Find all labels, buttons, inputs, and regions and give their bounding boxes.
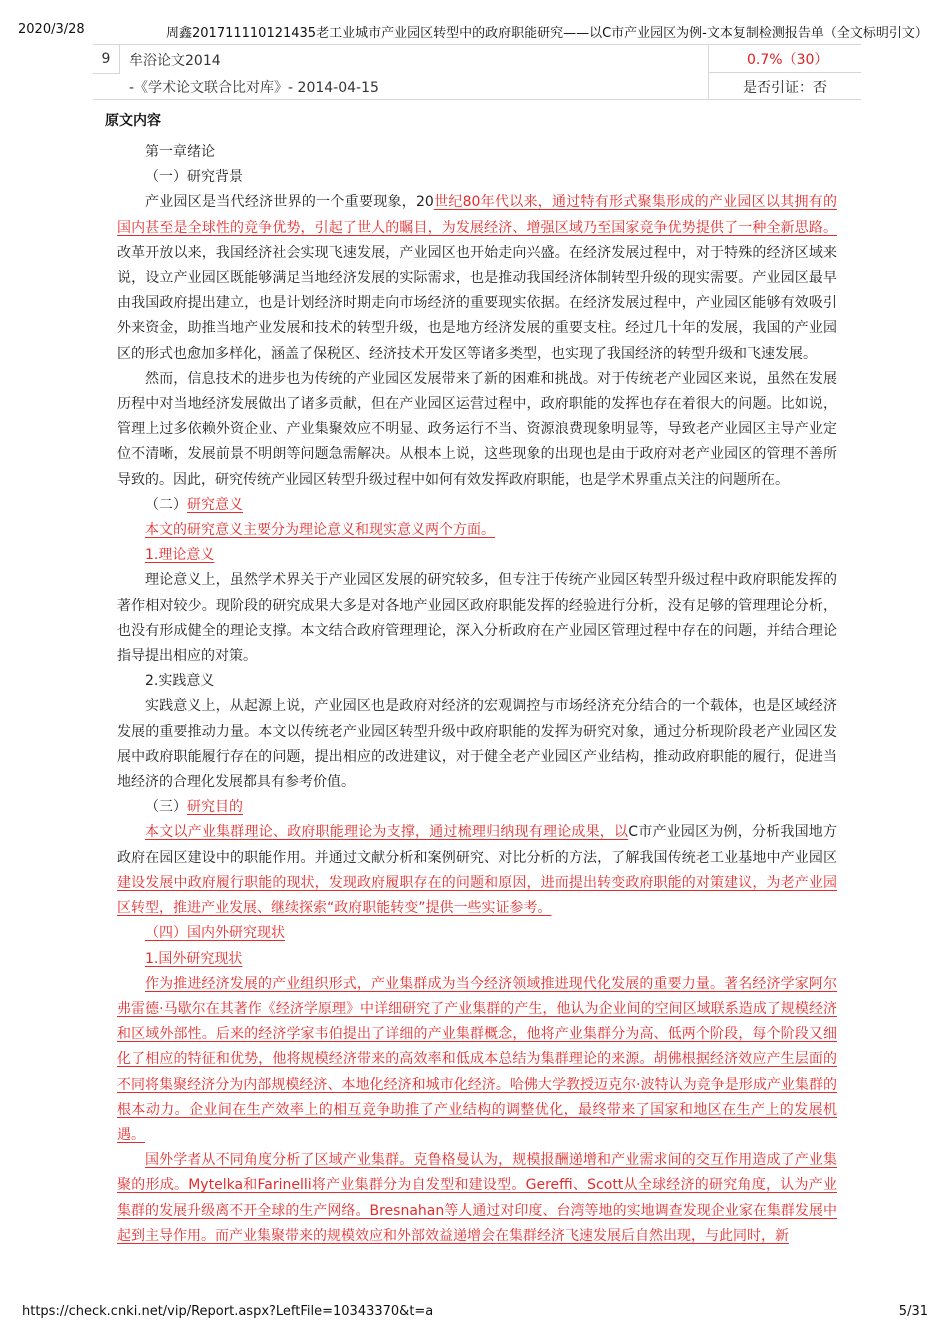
original-text-body (117, 140, 837, 1249)
matched-text: 本文以产业集群理论、政府职能理论为支撑，通过梳理归纳现有理论成果，以 (145, 824, 629, 841)
paragraph (117, 694, 837, 795)
paragraph (117, 367, 837, 493)
text-segment: （二） (145, 496, 187, 513)
paragraph (117, 140, 837, 165)
matched-text: 本文的研究意义主要分为理论意义和现实意义两个方面。 (145, 522, 495, 539)
paragraph (117, 493, 837, 518)
matched-text: 研究目的 (187, 799, 243, 816)
print-date: 2020/3/28 (18, 22, 85, 37)
matched-text: 建设发展中政府履行职能的现状，发现政府履职存在的问题和原因，进而提出转变政府职能的对策建议，为老产业园区转型，推进产业发展、继续探索“政府职能转变”提供一些实证参考。 (117, 874, 837, 917)
page-number: 5/31 (898, 1304, 928, 1319)
paragraph (117, 795, 837, 820)
paragraph (117, 190, 837, 366)
divider (709, 72, 861, 73)
matched-text: 研究意义 (187, 496, 243, 513)
text-segment: 实践意义上，从起源上说，产业园区也是政府对经济的宏观调控与市场经济充分结合的一个载体，也是区域经济发展的重要推动力量。本文以传统老产业园区转型升级中政府职能的发挥为研究对象，通过分析现阶段老产业园区发展中政府职能履行存在的问题，提出相应的改进建议，对于健全老产业园区产业结构，推动政府职能的履行，促进当地经济的合理化发展都具有参考价值。 (117, 698, 837, 791)
report-title: 周鑫201711110121435老工业城市产业园区转型中的政府职能研究——以C市产业园区为例-文本复制检测报告单（全文标明引文） (166, 26, 928, 41)
source-name: 牟浴论文2014 (129, 53, 221, 69)
paragraph (117, 543, 837, 568)
text-segment: （三） (145, 799, 187, 816)
source-index: 9 (93, 45, 120, 74)
source-stats (708, 45, 861, 99)
paragraph (117, 921, 837, 946)
text-segment: 产业园区是当代经济世界的一个重要现象，20 (145, 194, 434, 211)
matched-text: 1.理论意义 (145, 547, 215, 564)
matched-text: 1.国外研究现状 (145, 950, 243, 967)
source-record (93, 44, 861, 100)
text-segment: 改革开放以来，我国经济社会实现飞速发展，产业园区也开始走向兴盛。在经济发展过程中，对于特殊的经济区域来说，设立产业园区既能够满足当地经济发展的实际需求，也是推动我国经济体制转型升级的现实需要。产业园区最早由我国政府提出建立，也是计划经济时期走向市场经济的重要现实依据。在经济发展过程中，产业园区能够有效吸引外来资金，助推当地产业发展和技术的转型升级，也是地方经济发展的重要支柱。经过几十年的发展，我国的产业园区的形式也愈加多样化，涵盖了保税区、经济技术开发区等诸多类型，也实现了我国经济的转型升级和飞速发展。 (117, 244, 837, 362)
paragraph (117, 1148, 837, 1249)
matched-text: （四）国内外研究现状 (145, 925, 285, 942)
paragraph (117, 669, 837, 694)
text-segment: （一）研究背景 (145, 169, 243, 186)
text-segment: 然而，信息技术的进步也为传统的产业园区发展带来了新的困难和挑战。对于传统老产业园区来说，虽然在发展历程中对当地经济发展做出了诸多贡献，但在产业园区运营过程中，政府职能的发挥也存在着很大的问题。比如说，管理上过多依赖外资企业、产业集聚效应不明显、政务运行不当、资源浪费现象明显等，导致老产业园区主导产业定位不清晰，发展前景不明朗等问题急需解决。从根本上说，这些现象的出现也是由于政府对老产业园区的管理不善所导致的。因此，研究传统产业园区转型升级过程中如何有效发挥政府职能，也是学术界重点关注的问题所在。 (117, 370, 837, 488)
text-segment: 2.实践意义 (145, 673, 215, 690)
matched-text: 国外学者从不同角度分析了区域产业集群。克鲁格曼认为，规模报酬递增和产业需求间的交互作用造成了产业集聚的形成。Mytelka和Farinelli将产业集群分为自发型和建设型。Gereffi、Scott从全球经济的研究角度，认为产业集群的发展升级离不开全球的生产网络。Bresnahan等人通过对印度、台湾等地的实地调查发现企业家在集群发展中起到主导作用。而产业集聚带来的规模效应和外部效益递增会在集群经济飞速发展后自然出现，与此同时，新 (117, 1152, 837, 1244)
similarity-percent: 0.7%（30） (747, 52, 829, 68)
paragraph (117, 568, 837, 669)
paragraph (117, 972, 837, 1148)
paragraph (117, 518, 837, 543)
original-content-heading: 原文内容 (105, 113, 161, 129)
paragraph (117, 820, 837, 921)
paragraph (117, 165, 837, 190)
citation-status: 是否引证：否 (743, 80, 827, 96)
source-database: -《学术论文联合比对库》- 2014-04-15 (129, 80, 379, 96)
paragraph (117, 947, 837, 972)
text-segment: 理论意义上，虽然学术界关于产业园区发展的研究较多，但专注于传统产业园区转型升级过程中政府职能发挥的著作相对较少。现阶段的研究成果大多是对各地产业园区政府职能发挥的经验进行分析，没有足够的管理理论分析，也没有形成健全的理论支撑。本文结合政府管理理论，深入分析政府在产业园区管理过程中存在的问题，并结合理论指导提出相应的对策。 (117, 572, 837, 665)
text-segment: 第一章绪论 (145, 144, 215, 160)
text-segment: C市产业园区为例，分析我国地方政府在园区建设中的职能作用。并通过文献分析和案例研究、对比分析的方法，了解我国传统老工业基地中产业园区 (117, 824, 838, 866)
matched-text: 作为推进经济发展的产业组织形式，产业集群成为当今经济领域推进现代化发展的重要力量。著名经济学家阿尔弗雷德·马歇尔在其著作《经济学原理》中详细研究了产业集群的产生，他认为企业间的空间区域联系造成了规模经济和区域外部性。后来的经济学家韦伯提出了详细的产业集群概念，他将产业集群分为高、低两个阶段，每个阶段又细化了相应的特征和优势，他将规模经济带来的高效率和低成本总结为集群理论的来源。胡佛根据经济效应产生层面的不同将集聚经济分为内部规模经济、本地化经济和城市化经济。哈佛大学教授迈克尔·波特认为竞争是形成产业集群的根本动力。企业间在生产效率上的相互竞争助推了产业结构的调整优化，最终带来了国家和地区在生产上的发展机遇。 (117, 975, 837, 1143)
page-url[interactable]: https://check.cnki.net/vip/Report.aspx?LeftFile=10343370&t=a (22, 1304, 434, 1319)
matched-text: 世纪80年代以来，通过特有形式聚集形成的产业园区以其拥有的国内甚至是全球性的竞争优势，引起了世人的瞩目，为发展经济、增强区域乃至国家竞争优势提供了一种全新思路。 (117, 194, 837, 236)
